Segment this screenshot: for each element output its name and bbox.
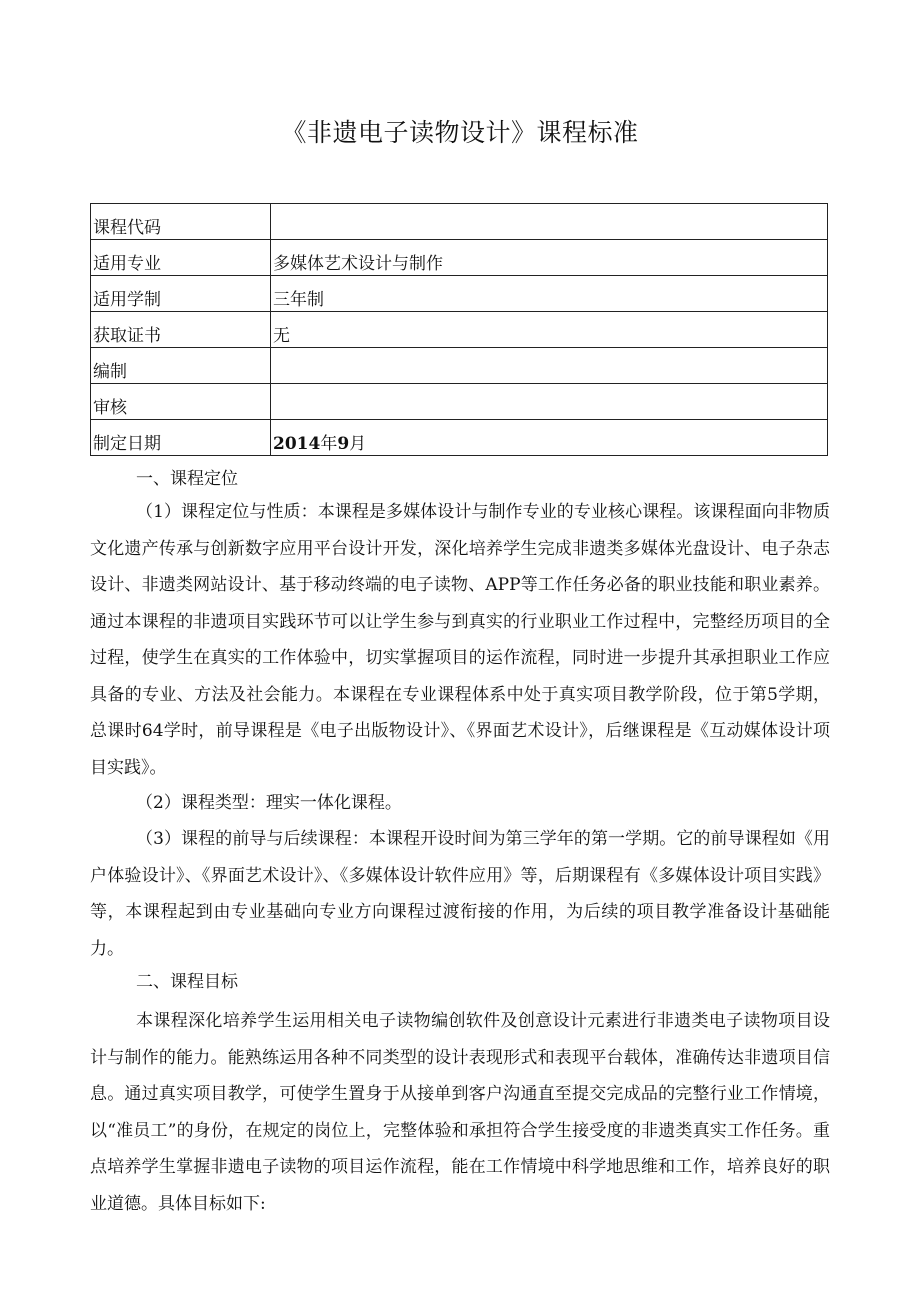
table-row [91,384,828,420]
row-value: 无 [271,312,828,348]
table-row [91,420,828,456]
row-value [271,204,828,240]
date-year: 2014 [273,434,321,454]
row-label: 编制 [91,348,271,384]
paragraph-objectives: 本课程深化培养学生运用相关电子读物编创软件及创意设计元素进行非遗类电子读物项目设计与制作的能力。能熟练运用各种不同类型的设计表现形式和表现平台载体，准确传达非遗项目信息。通过真实项目教学，可使学生置身于从接单到客户沟通直至提交完成品的完整行业工作情境，以“准员工”的身份，在规定的岗位上，完整体验和承担符合学生接受度的非遗类真实工作任务。重点培养学生掌握非遗电子读物的项目运作流程，能在工作情境中科学地思维和工作，培养良好的职业道德。具体目标如下: [90,1011,830,1214]
row-label: 审核 [91,384,271,420]
row-value: 多媒体艺术设计与制作 [271,240,828,276]
section-heading-positioning: 一、课程定位 [136,469,238,489]
table-row [91,240,828,276]
row-value-date [271,420,828,456]
row-label: 适用学制 [91,276,271,312]
table-row [91,204,828,240]
row-value: 三年制 [271,276,828,312]
row-label: 获取证书 [91,312,271,348]
row-label: 课程代码 [91,204,271,240]
row-label: 适用专业 [91,240,271,276]
paragraph-prerequisite-courses: （3）课程的前导与后续课程：本课程开设时间为第三学年的第一学期。它的前导课程如《用户体验设计》、《界面艺术设计》、《多媒体设计软件应用》等，后期课程有《多媒体设计项目实践》等，本课程起到由专业基础向专业方向课程过渡衔接的作用，为后续的项目教学准备设计基础能力。 [90,829,830,959]
date-month: 9 [337,434,350,454]
table-row [91,276,828,312]
row-value [271,384,828,420]
row-value [271,348,828,384]
paragraph-positioning-nature: （1）课程定位与性质：本课程是多媒体设计与制作专业的专业核心课程。该课程面向非物质文化遗产传承与创新数字应用平台设计开发，深化培养学生完成非遗类多媒体光盘设计、电子杂志设计、非遗类网站设计、基于移动终端的电子读物、APP等工作任务必备的职业技能和职业素养。通过本课程的非遗项目实践环节可以让学生参与到真实的行业职业工作过程中，完整经历项目的全过程，使学生在真实的工作体验中，切实掌握项目的运作流程，同时进一步提升其承担职业工作应具备的专业、方法及社会能力。本课程在专业课程体系中处于真实项目教学阶段，位于第5学期，总课时64学时，前导课程是《电子出版物设计》、《界面艺术设计》，后继课程是《互动媒体设计项目实践》。 [90,502,830,778]
table-row [91,348,828,384]
page-title: 《非遗电子读物设计》课程标准 [281,118,639,147]
date-month-unit: 月 [349,434,367,454]
course-info-table [90,203,828,456]
date-year-unit: 年 [320,434,338,454]
paragraph-course-type: （2）课程类型：理实一体化课程。 [136,793,402,813]
table-row [91,312,828,348]
row-label: 制定日期 [91,420,271,456]
section-heading-objectives: 二、课程目标 [136,972,238,992]
